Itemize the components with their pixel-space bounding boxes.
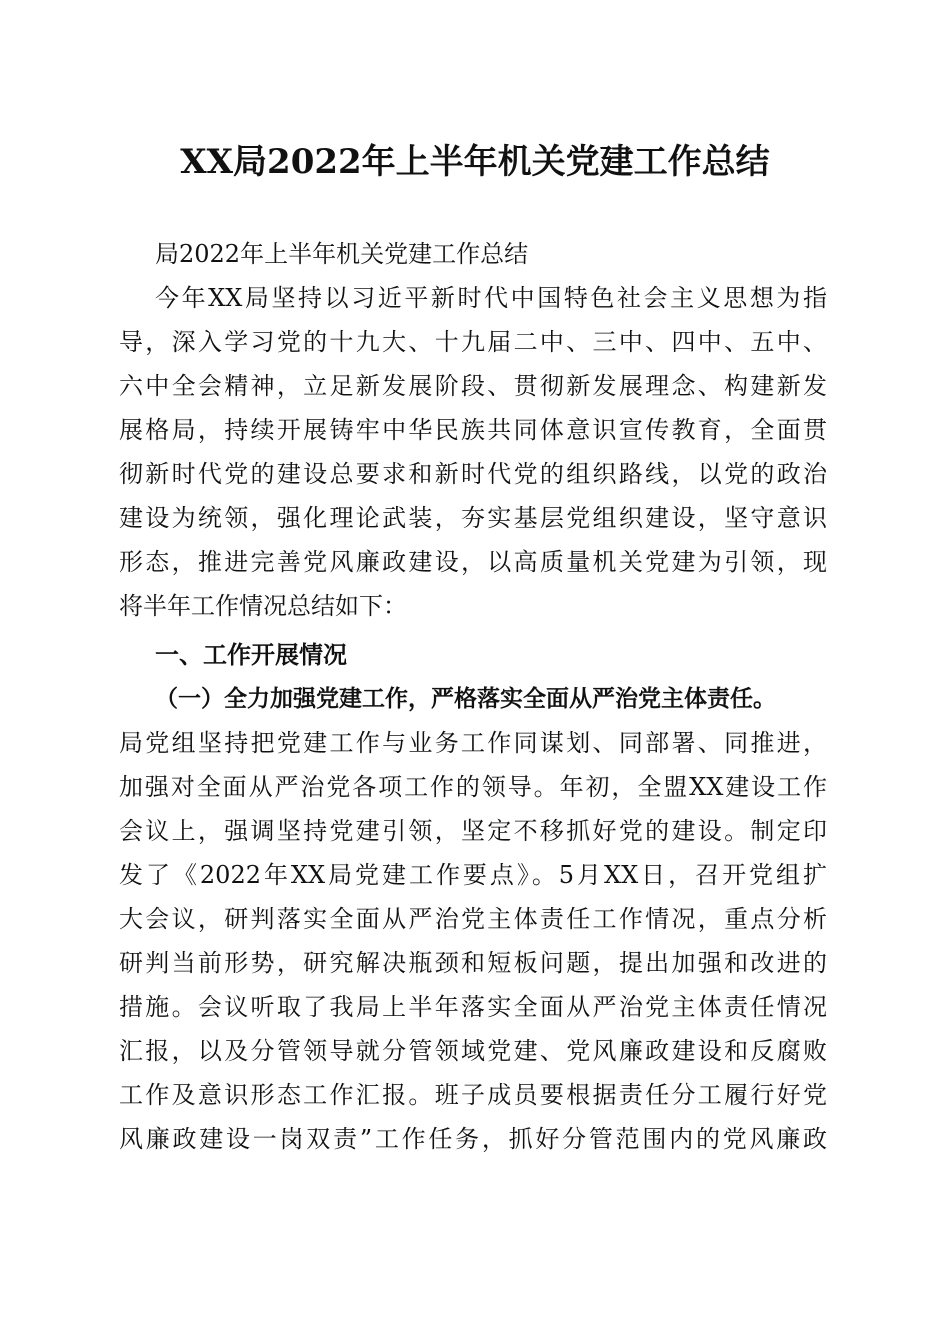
body-line: 局党组坚持把党建工作与业务工作同谋划、同部署、同推进， [119,729,827,757]
intro-line: 形态，推进完善党风廉政建设，以高质量机关党建为引领，现 [119,548,827,576]
section-heading: 一、工作开展情况 [155,641,347,669]
body-line: 加强对全面从严治党各项工作的领导。年初，全盟XX建设工作 [119,773,827,801]
intro-line: 展格局，持续开展铸牢中华民族共同体意识宣传教育，全面贯 [119,416,827,444]
body-line: 大会议，研判落实全面从严治党主体责任工作情况，重点分析 [119,905,827,933]
body-line: 措施。会议听取了我局上半年落实全面从严治党主体责任情况 [119,993,827,1021]
body-line: 会议上，强调坚持党建引领，坚定不移抓好党的建设。制定印 [119,817,827,845]
intro-line: 彻新时代党的建设总要求和新时代党的组织路线，以党的政治 [119,460,827,488]
body-line: 风廉政建设一岗双责”工作任务，抓好分管范围内的党风廉政 [119,1125,827,1153]
intro-line: 六中全会精神，立足新发展阶段、贯彻新发展理念、构建新发 [119,372,827,400]
intro-line: 将半年工作情况总结如下： [119,592,407,620]
body-line: 研判当前形势，研究解决瓶颈和短板问题，提出加强和改进的 [119,949,827,977]
body-line: 发了《2022年XX局党建工作要点》。5月XX日，召开党组扩 [119,861,827,889]
intro-line: 建设为统领，强化理论武装，夯实基层党组织建设，坚守意识 [119,504,827,532]
subsection-heading: （一）全力加强党建工作，严格落实全面从严治党主体责任。 [155,685,776,712]
body-line: 汇报，以及分管领导就分管领域党建、党风廉政建设和反腐败 [119,1037,827,1065]
intro-line: 今年XX局坚持以习近平新时代中国特色社会主义思想为指 [155,284,827,312]
intro-line: 导，深入学习党的十九大、十九届二中、三中、四中、五中、 [119,328,827,356]
body-line: 工作及意识形态工作汇报。班子成员要根据责任分工履行好党 [119,1081,827,1109]
document-subtitle: 局2022年上半年机关党建工作总结 [155,240,529,268]
document-title: XX局2022年上半年机关党建工作总结 [180,142,770,182]
